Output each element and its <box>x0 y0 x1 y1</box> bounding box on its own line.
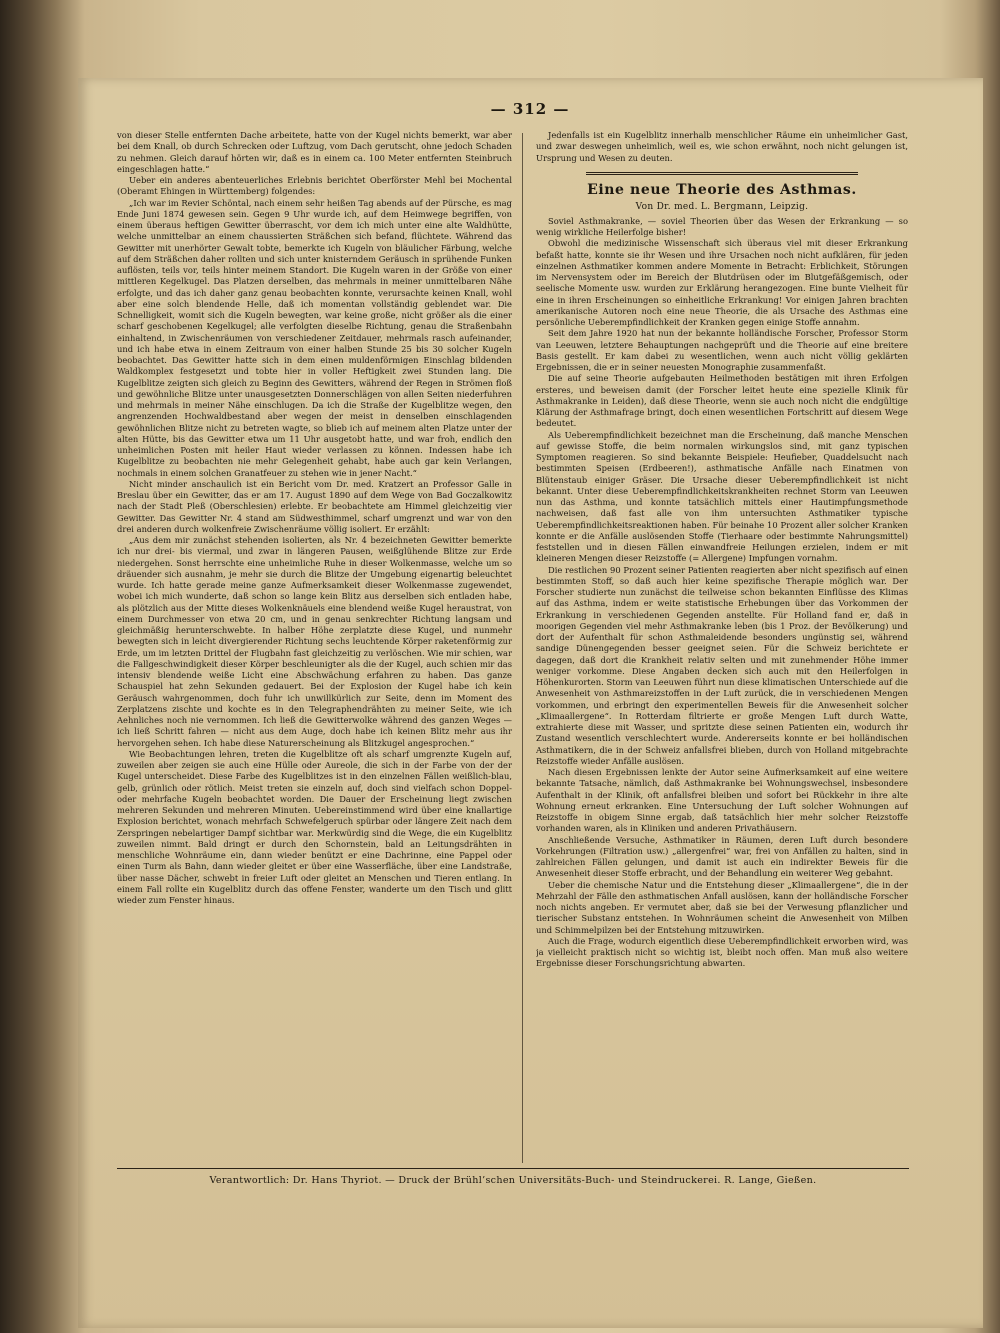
right-paragraph: Die restlichen 90 Prozent seiner Patienten reagierten aber nicht spezifisch auf einen bestimmten Stoff, so daß auch hier keine spezifische Therapie möglich war. Der Forscher studierte nun zunächst die teilweise schon bekannten Einflüsse des Klimas auf das Asthma, indem er weite statistische Erhebungen über das Vorkommen der Erkrankung in verschiedenen Gegenden anstellte. Für Holland fand er, daß in moorigen Gegenden viel mehr Asthmakranke leben (bis 1 Proz. der Bevölkerung) und dort der Aufenthalt für schon Asthmaleidende besonders ungünstig sei, während sandige Dünengegenden besser geeignet seien. Für die Schweiz berichtete er dagegen, daß dort die Krankheit relativ selten und mit zunehmender Höhe immer weniger vorkomme. Diese Angaben decken sich auch mit den Heilerfolgen in Höhenkurorten. Storm van Leeuwen führt nun diese klimatischen Unterschiede auf die Anwesenheit von Asthmareizstoffen in der Luft zurück, die in verschiedenen Mengen vorkommen, und erbringt den experimentellen Beweis für die Anwesenheit solcher „Klimaallergene“. In Rotterdam filtrierte er große Mengen Luft durch Watte, extrahierte diese mit Wasser, und spritzte diese seinen Patienten ein, wodurch ihr Zustand wesentlich verschlechtert wurde. Andererseits konnte er bei holländischen Asthmatikern, die in der Schweiz anfallsfrei blieben, durch von Holland mitgebrachte Reizstoffe wieder Anfälle auslösen. <box>536 564 908 766</box>
left-paragraph: von dieser Stelle entfernten Dache arbeitete, hatte von der Kugel nichts bemerkt, war aber bei dem Knall, ob durch Schrecken oder Luftzug, vom Dach gerutscht, ohne jedoch Schaden zu nehmen. Gleich darauf hörten wir, daß es in einem ca. 100 Meter entfernten Steinbruch eingeschlagen hatte.“ <box>117 130 512 174</box>
right-paragraph: Nach diesen Ergebnissen lenkte der Autor seine Aufmerksamkeit auf eine weitere bekannte Tatsache, nämlich, daß Asthmakranke bei Wohnungswechsel, insbesondere Aufenthalt in der Klinik, oft anfallsfrei bleiben und sofort bei Rückkehr in ihre alte Wohnung erneut erkranken. Eine Untersuchung der Luft solcher Wohnungen auf Reizstoffe in obigem Sinne ergab, daß tatsächlich hier mehr solcher Reizstoffe vorhanden waren, als in Kliniken und anderen Privathäusern. <box>536 767 908 834</box>
right-paragraph: Anschließende Versuche, Asthmatiker in Räumen, deren Luft durch besondere Vorkehrungen (Filtration usw.) „allergenfrei“ war, frei von Anfällen zu halten, sind in zahlreichen Fällen gelungen, und damit ist auch ein indirekter Beweis für die Anwesenheit dieser Stoffe erbracht, und der Behandlung ein weiterer Weg gebahnt. <box>536 834 908 879</box>
right-paragraph: Soviel Asthmakranke, — soviel Theorien über das Wesen der Erkrankung — so wenig wirkliche Heilerfolge bisher! <box>536 215 908 237</box>
article-title: Eine neue Theorie des Asthmas. <box>587 181 857 198</box>
right-paragraph: Seit dem Jahre 1920 hat nun der bekannte holländische Forscher, Professor Storm van Leeuwen, letztere Behauptungen nachgeprüft und die Theorie auf eine breitere Basis gestellt. Er kam dabei zu wesentlichen, wenn auch nicht völlig geklärten Ergebnissen, die er in seiner neuesten Monographie zusammenfaßt. <box>536 328 908 372</box>
right-paragraph: Obwohl die medizinische Wissenschaft sich überaus viel mit dieser Erkrankung befaßt hatte, konnte sie ihr Wesen und ihre Ursachen noch nicht aufklären, für jeden einzelnen Asthmatiker kommen andere Momente in Betracht: Erblichkeit, Störungen im Nervensystem oder im Bereich der Blutdrüsen oder im Blutgefäßgemisch, oder seelische Momente usw. wurden zur Erklärung herangezogen. Eine bunte Vielheit für eine in ihren Erscheinungen so einheitliche Erkrankung! Vor einigen Jahren brachten amerikanische Autoren noch eine neue Theorie, die als Ursache des Asthmas eine persönliche Ueberempfindlichkeit der Kranken gegen einige Stoffe annahm. <box>536 238 908 327</box>
article-byline: Von Dr. med. L. Bergmann, Leipzig. <box>635 201 809 212</box>
right-paragraph: Ueber die chemische Natur und die Entstehung dieser „Klimaallergene“, die in der Mehrzahl der Fälle den asthmatischen Anfall auslösen, kann der holländische Forscher noch nichts angeben. Er vermutet aber, daß sie bei der Verwesung pflanzlicher und tierischer Substanz entstehen. In Wohnräumen scheint die Anwesenheit von Milben und Schimmelpilzen bei der Entstehung mitzuwirken. <box>536 879 908 935</box>
footer-rule <box>117 1168 909 1169</box>
left-paragraph: Ueber ein anderes abenteuerliches Erlebnis berichtet Oberförster Mehl bei Mochental (Oberamt Ehingen in Württemberg) folgendes: <box>117 175 512 197</box>
right-column <box>536 130 908 1165</box>
page-number: — 312 — <box>490 100 570 118</box>
left-paragraph: „Ich war im Revier Schöntal, nach einem sehr heißen Tag abends auf der Pürsche, es mag Ende Juni 1874 gewesen sein. Gegen 9 Uhr wurde ich, auf dem Heimwege begriffen, von einem überaus heftigen Gewitter überrascht, vor dem ich mich unter eine alte Waldhütte, welche unmittelbar an einem chaussierten Sträßchen sich befand, flüchtete. Während das Gewitter mit unerhörter Gewalt tobte, bemerkte ich Kugeln von bläulicher Färbung, welche auf dem Sträßchen daher rollten und sich unter knisterndem Geräusch in sprühende Funken auflösten, teils vor, teils hinter meinem Standort. Die Kugeln waren in der Größe von einer mittleren Kegelkugel. Das Platzen derselben, das mehrmals in meiner unmittelbaren Nähe erfolgte, und das ich daher ganz genau beobachten konnte, verursachte keinen Knall, wohl aber eine solch blendende Helle, daß ich momentan vollständig geblendet war. Die Schnelligkeit, womit sich die Kugeln bewegten, war keine große, nicht größer als die einer scharf geschobenen Kegelkugel; alle verfolgten dieselbe Richtung, genau die Straßenbahn einhaltend, in Zwischenräumen von verschiedener Zeitdauer, mehrmals rasch aufeinander, und ich habe etwa in einem Zeitraum von einer halben Stunde 25 bis 30 solcher Kugeln beobachtet. Das Gewitter hatte sich in dem einen muldenförmigen Einschlag bildenden Waldkomplex festgesetzt und tobte hier in voller Heftigkeit zwei Stunden lang. Die Kugelblitze zeigten sich gleich zu Beginn des Gewitters, während der Regen in Strömen floß und gewöhnliche Blitze unter unausgesetzten Donnerschlägen von allen Seiten niederfuhren und mehrmals in meiner Nähe einschlugen. Da ich die Straße der Kugelblitze wegen, den angrenzenden Hochwaldbestand aber wegen der meist in denselben einschlagenden gewöhnlichen Blitze nicht zu betreten wagte, so blieb ich auf meinem alten Platze unter der alten Hütte, bis das Gewitter etwa um 11 Uhr ausgetobt hatte, und war froh, endlich den unheimlichen Posten mit heiler Haut wieder verlassen zu können. Indessen habe ich Kugelblitze zu beobachten nie mehr Gelegenheit gehabt, habe auch gar kein Verlangen, nochmals in einem solchen Granatfeuer zu stehen wie in jener Nacht.“ <box>117 197 512 478</box>
right-paragraph: Die auf seine Theorie aufgebauten Heilmethoden bestätigen mit ihren Erfolgen ersteres, und beweisen damit (der Forscher leitet heute eine spezielle Klinik für Asthmakranke in Leiden), daß diese Theorie, wenn sie auch noch nicht die endgültige Klärung der Asthmafrage bringt, doch einen wesentlichen Fortschritt auf diesem Wege bedeutet. <box>536 373 908 429</box>
left-paragraph: Wie Beobachtungen lehren, treten die Kugelblitze oft als scharf umgrenzte Kugeln auf, zuweilen aber zeigen sie auch eine Hülle oder Aureole, die sich in der Farbe von der der Kugel unterscheidet. Diese Farbe des Kugelblitzes ist in den einzelnen Fällen weißlich-blau, gelb, grünlich oder rötlich. Meist treten sie einzeln auf, doch sind vielfach schon Doppel- oder mehrfache Kugeln beobachtet worden. Die Dauer der Erscheinung liegt zwischen mehreren Sekunden und mehreren Minuten. Uebereinstimmend wird über eine knallartige Explosion berichtet, wonach mehrfach Schwefelgeruch spürbar oder längere Zeit nach dem Zerspringen nebelartiger Dampf sichtbar war. Merkwürdig sind die Wege, die ein Kugelblitz zuweilen nimmt. Bald dringt er durch den Schornstein, bald an Leitungsdrähten in menschliche Wohnräume ein, dann wieder benützt er eine Dachrinne, eine Pappel oder einen Turm als Bahn, dann wieder gleitet er über eine Wasserfläche, über eine Landstraße, über nasse Dächer, schwebt in freier Luft oder gleitet an Menschen und Tieren entlang. In einem Fall rollte ein Kugelblitz durch das offene Fenster, wanderte um den Tisch und glitt wieder zum Fenster hinaus. <box>117 748 512 905</box>
left-paragraph: „Aus dem mir zunächst stehenden isolierten, als Nr. 4 bezeichneten Gewitter bemerkte ich nur drei- bis viermal, und zwar in längeren Pausen, weißglühende Blitze zur Erde niedergehen. Sonst herrschte eine unheimliche Ruhe in dieser Wolkenmasse, welche um so dräuender sich ausnahm, je mehr sie durch die Blitze der Umgebung eigenartig beleuchtet wurde. Ich hatte gerade meine ganze Aufmerksamkeit dieser Wolkenmasse zugewendet, wobei ich mich wunderte, daß schon so lange kein Blitz aus derselben sich entladen habe, als plötzlich aus der Mitte dieses Wolkenknäuels eine blendend weiße Kugel heraustrat, von einem Durchmesser von etwa 20 cm, und in genau senkrechter Richtung langsam und gleichmäßig herunterschwebte. In halber Höhe zerplatzte diese Kugel, und nunmehr bewegten sich in leicht divergierender Richtung sechs leuchtende Körper raketenförmig zur Erde, um im letzten Drittel der Flugbahn fast gleichzeitig zu verlöschen. Wie mir schien, war die Fallgeschwindigkeit dieser Körper beschleunigter als die der Kugel, auch schien mir das intensiv blendende weiße Licht eine Abschwächung erfahren zu haben. Das ganze Schauspiel hat zehn Sekunden gedauert. Bei der Explosion der Kugel habe ich kein Geräusch wahrgenommen, doch fuhr ich unwillkürlich zur Seite, denn im Moment des Zerplatzens zischte und kochte es in den Telegraphendrähten zu meiner Seite, wie ich Aehnliches noch nie vernommen. Ich ließ die Gewitterwolke während des ganzen Weges — ich ließ Schritt fahren — nicht aus dem Auge, doch habe ich keinen Blitz mehr aus ihr hervorgehen sehen. Ich habe diese Naturerscheinung als Blitzkugel angesprochen.“ <box>117 535 512 748</box>
left-paragraph: Nicht minder anschaulich ist ein Bericht vom Dr. med. Kratzert an Professor Galle in Breslau über ein Gewitter, das er am 17. August 1890 auf dem Wege von Bad Goczalkowitz nach der Stadt Pleß (Oberschlesien) erlebte. Er beobachtete am Himmel gleichzeitig vier Gewitter. Das Gewitter Nr. 4 stand am Südwesthimmel, scharf umgrenzt und war von den drei anderen durch wolkenfreie Zwischenräume völlig isoliert. Er erzählt: <box>117 478 512 534</box>
article-separator <box>586 172 858 175</box>
column-divider <box>522 133 523 1163</box>
right-paragraph: Auch die Frage, wodurch eigentlich diese Ueberempfindlichkeit erworben wird, was ja vielleicht praktisch nicht so wichtig ist, bleibt noch offen. Man muß also weitere Ergebnisse dieser Forschungsrichtung abwarten. <box>536 935 908 969</box>
right-paragraph: Als Ueberempfindlichkeit bezeichnet man die Erscheinung, daß manche Menschen auf gewisse Stoffe, die beim normalen wirkungslos sind, mit ganz typischen Symptomen reagieren. So sind bekannte Beispiele: Heufieber, Quaddelsucht nach bestimmten Speisen (Erdbeeren!), asthmatische Anfälle nach Einatmen von Blütenstaub einiger Gräser. Die Ursache dieser Ueberempfindlichkeit ist nicht bekannt. Unter diese Ueberempfindlichkeitskrankheiten rechnet Storm van Leeuwen nun das Asthma, und konnte tatsächlich mittels einer Hautimpfungsmethode nachweisen, daß fast alle von ihm untersuchten Asthmatiker typische Ueberempfindlichkeitsreaktionen haben. Für beinahe 10 Prozent aller solcher Kranken konnte er die Anfälle auslösenden Stoffe (Tierhaare oder bestimmte Nahrungsmittel) feststellen und in diesen Fällen einwandfreie Heilungen erzielen, indem er mit kleineren Mengen dieser Reizstoffe (= Allergene) Impfungen vornahm. <box>536 429 908 564</box>
imprint-footer: Verantwortlich: Dr. Hans Thyriot. — Druck der Brühl’schen Universitäts-Buch- und Steindruckerei. R. Lange, Gießen. <box>209 1175 817 1186</box>
left-column <box>117 130 512 1165</box>
right-intro-paragraph: Jedenfalls ist ein Kugelblitz innerhalb menschlicher Räume ein unheimlicher Gast, und zwar deswegen unheimlich, weil es, wie schon erwähnt, noch nicht gelungen ist, Ursprung und Wesen zu deuten. <box>536 130 908 163</box>
